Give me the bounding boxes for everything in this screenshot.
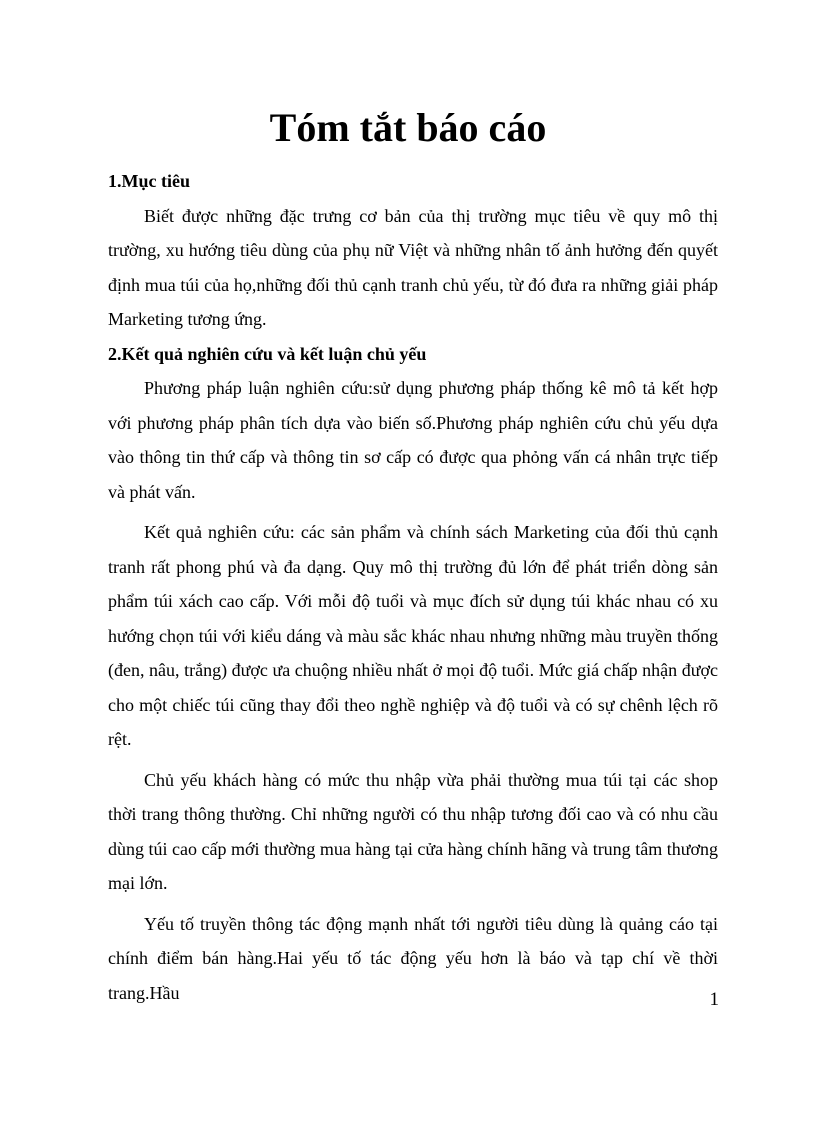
paragraph-objectives: Biết được những đặc trưng cơ bản của thị trường mục tiêu về quy mô thị trường, xu hướng tiêu dùng của phụ nữ Việt và những nhân tố ảnh hưởng đến quyết định mua túi của họ,những đối thủ cạnh tranh chủ yếu, từ đó đưa ra những giải pháp Marketing tương ứng. [108,205,718,329]
paragraph-customer-income: Chủ yếu khách hàng có mức thu nhập vừa phải thường mua túi tại các shop thời trang thông thường. Chỉ những người có thu nhập tương đối cao và có nhu cầu dùng túi cao cấp mới thường mua hàng tại cửa hàng chính hãng và trung tâm thương mại lớn. [108,769,718,893]
section-results [108,337,718,1011]
paragraph-methodology: Phương pháp luận nghiên cứu:sử dụng phương pháp thống kê mô tả kết hợp với phương pháp phân tích dựa vào biến số.Phương pháp nghiên cứu chủ yếu dựa vào thông tin thứ cấp và thông tin sơ cấp có được qua phỏng vấn cá nhân trực tiếp và phát vấn. [108,378,718,502]
page-number: 1 [709,989,719,1010]
section-heading-results: 2.Kết quả nghiên cứu và kết luận chủ yếu [108,343,427,364]
section-objectives [108,164,718,337]
document-body [108,164,718,1010]
paragraph-research-results: Kết quả nghiên cứu: các sản phẩm và chính sách Marketing của đối thủ cạnh tranh rất phong phú và đa dạng. Quy mô thị trường đủ lớn để phát triển dòng sản phẩm túi xách cao cấp. Với mỗi độ tuổi và mục đích sử dụng túi khác nhau có xu hướng chọn túi với kiểu dáng và màu sắc khác nhau nhưng những màu truyền thống (đen, nâu, trắng) được ưa chuộng nhiều nhất ở mọi độ tuổi. Mức giá chấp nhận được cho một chiếc túi cũng thay đổi theo nghề nghiệp và độ tuổi và có sự chênh lệch rõ rệt. [108,522,718,749]
section-heading-objectives: 1.Mục tiêu [108,171,190,191]
document-title: Tóm tắt báo cáo [269,105,547,150]
paragraph-media-factors: Yếu tố truyền thông tác động mạnh nhất tới người tiêu dùng là quảng cáo tại chính điểm bán hàng.Hai yếu tố tác động yếu hơn là báo và tạp chí về thời trang.Hầu [108,913,718,1003]
